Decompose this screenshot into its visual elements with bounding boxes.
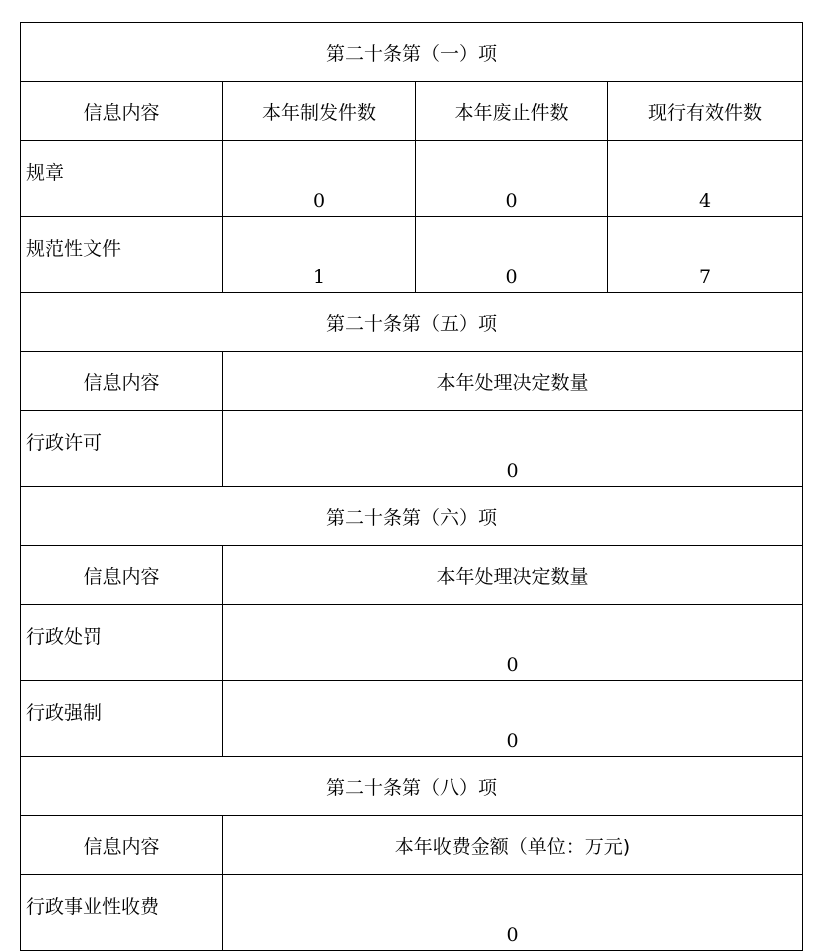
section-title: 第二十条第（一）项	[21, 23, 803, 82]
value-cell: 0	[223, 141, 416, 217]
value-cell: 0	[223, 681, 803, 757]
row-label: 行政处罚	[21, 605, 223, 681]
section-title: 第二十条第（八）项	[21, 757, 803, 816]
header-cell-info: 信息内容	[21, 82, 223, 141]
row-label: 规章	[21, 141, 223, 217]
header-cell-info: 信息内容	[21, 546, 223, 605]
value-cell: 4	[608, 141, 803, 217]
row-label: 规范性文件	[21, 217, 223, 293]
value-cell: 0	[223, 411, 803, 487]
table-row	[21, 141, 803, 217]
section-title-row	[21, 757, 803, 816]
table-row	[21, 605, 803, 681]
header-row	[21, 82, 803, 141]
section-title-row	[21, 23, 803, 82]
header-row	[21, 352, 803, 411]
value-cell: 1	[223, 217, 416, 293]
header-cell-decisions: 本年处理决定数量	[223, 352, 803, 411]
value-cell: 0	[223, 605, 803, 681]
header-cell-issued: 本年制发件数	[223, 82, 416, 141]
header-cell-info: 信息内容	[21, 816, 223, 875]
table-row	[21, 411, 803, 487]
value-cell: 7	[608, 217, 803, 293]
section-title-row	[21, 293, 803, 352]
header-cell-info: 信息内容	[21, 352, 223, 411]
header-cell-fee-amount: 本年收费金额（单位：万元)	[223, 816, 803, 875]
value-cell: 0	[223, 875, 803, 951]
row-label: 行政事业性收费	[21, 875, 223, 951]
value-cell: 0	[416, 217, 608, 293]
value-cell: 0	[416, 141, 608, 217]
section-title: 第二十条第（五）项	[21, 293, 803, 352]
header-cell-repealed: 本年废止件数	[416, 82, 608, 141]
header-row	[21, 816, 803, 875]
table-row	[21, 681, 803, 757]
row-label: 行政许可	[21, 411, 223, 487]
table-row	[21, 875, 803, 951]
disclosure-table	[20, 22, 803, 951]
row-label: 行政强制	[21, 681, 223, 757]
header-cell-valid: 现行有效件数	[608, 82, 803, 141]
section-title: 第二十条第（六）项	[21, 487, 803, 546]
header-cell-decisions: 本年处理决定数量	[223, 546, 803, 605]
header-row	[21, 546, 803, 605]
section-title-row	[21, 487, 803, 546]
table-row	[21, 217, 803, 293]
